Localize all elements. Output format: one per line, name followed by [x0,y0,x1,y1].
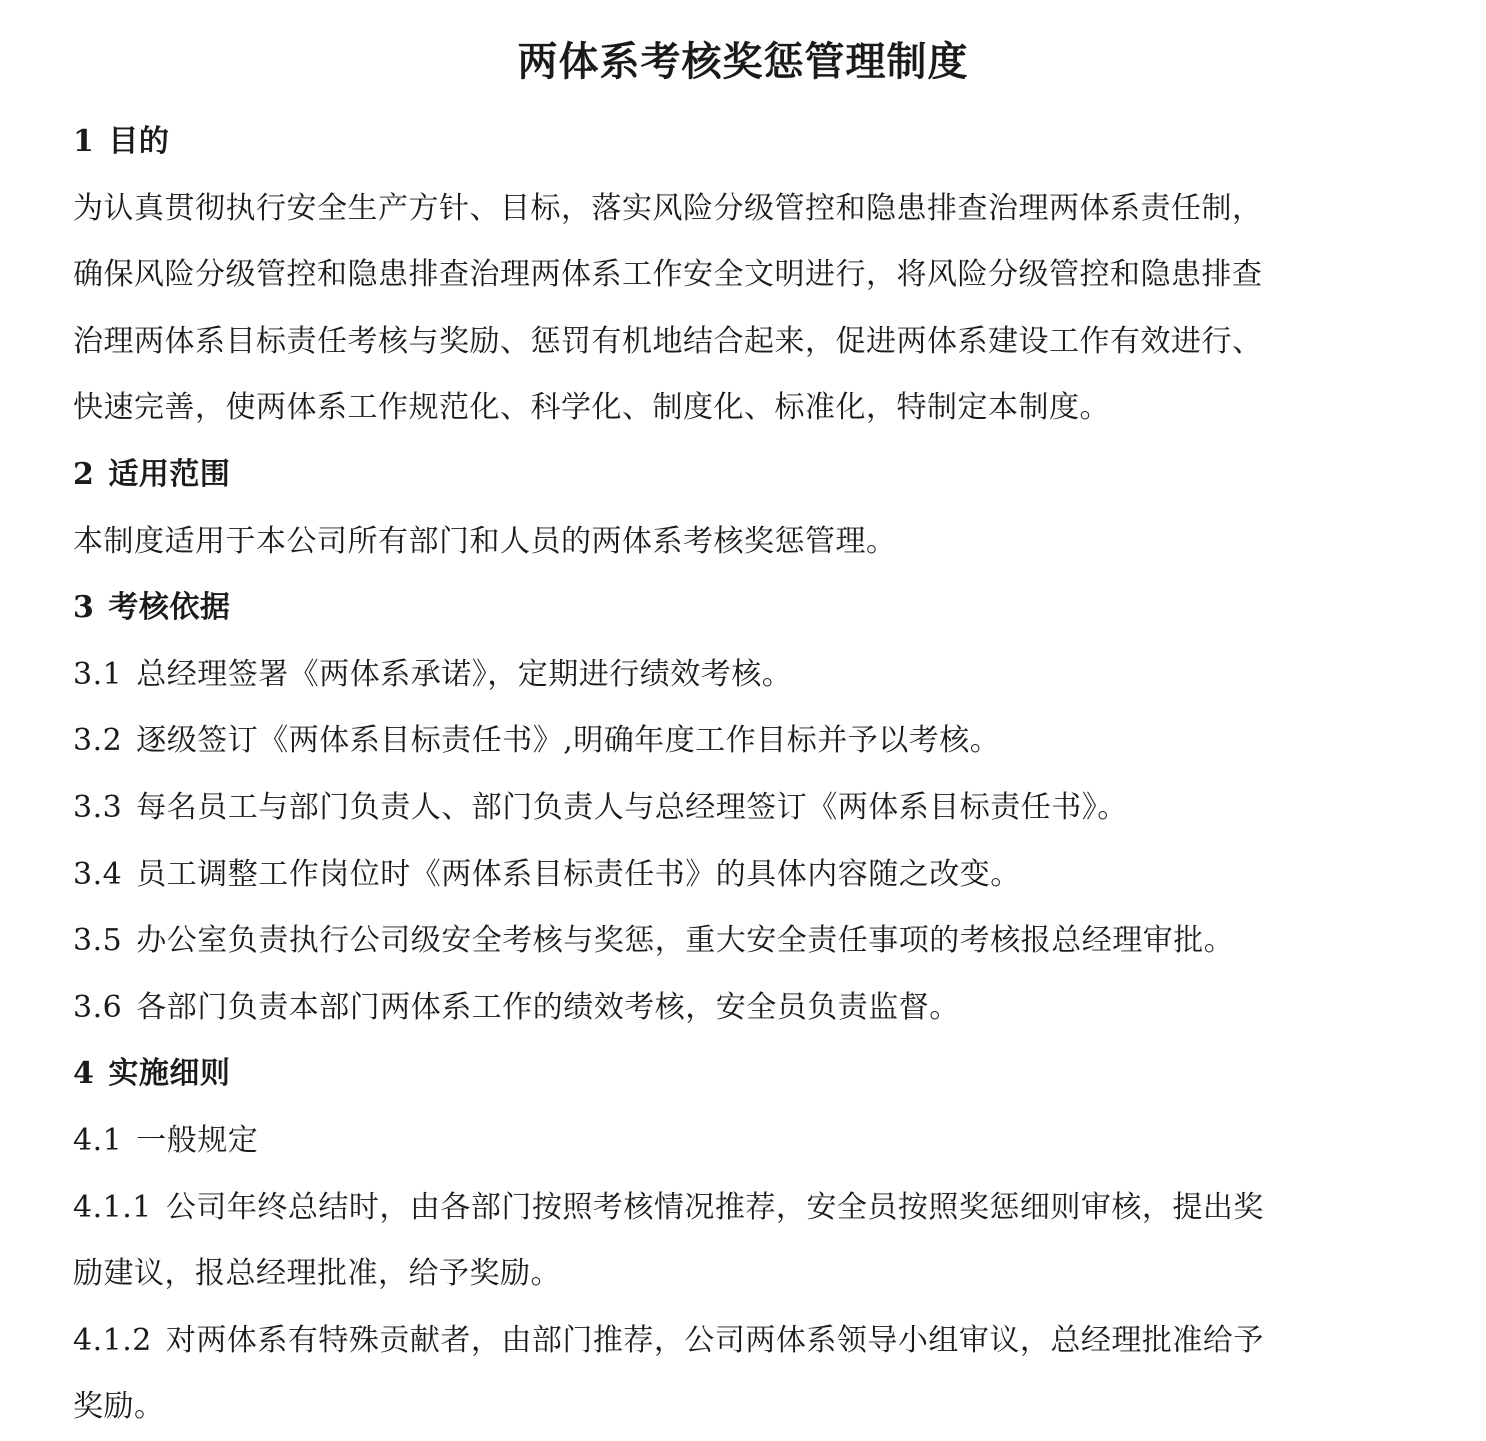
clause-continuation: 奖励。 [73,1389,165,1425]
clause-number: 4.1.2 [73,1322,152,1358]
item-text: 总经理签署《两体系承诺》，定期进行绩效考核。 [136,656,793,692]
item-text: 员工调整工作岗位时《两体系目标责任书》的具体内容随之改变。 [136,856,1021,892]
section-heading-text: 目的 [108,124,170,159]
subsection-text: 一般规定 [136,1122,259,1158]
list-item [73,842,1325,909]
list-item [73,708,1325,775]
item-number: 3.6 [73,989,123,1025]
section-heading-purpose [73,109,1325,176]
item-text: 各部门负责本部门两体系工作的绩效考核，安全员负责监督。 [136,989,960,1025]
list-item [73,642,1325,709]
clause-number: 4.1.1 [73,1189,152,1225]
item-number: 3.4 [73,856,123,892]
item-number: 3.2 [73,723,123,759]
clause-text: 对两体系有特殊贡献者，由部门推荐，公司两体系领导小组审议，总经理批准给予 [165,1322,1264,1358]
item-number: 3.1 [73,656,123,692]
list-item [73,908,1325,975]
section-heading-implementation [73,1041,1325,1108]
clause-line [73,1175,1325,1242]
paragraph-line: 快速完善，使两体系工作规范化、科学化、制度化、标准化，特制定本制度。 [73,390,1110,426]
paragraph-line: 本制度适用于本公司所有部门和人员的两体系考核奖惩管理。 [73,523,897,559]
paragraph-line: 为认真贯彻执行安全生产方针、目标，落实风险分级管控和隐患排查治理两体系责任制， [73,190,1263,226]
item-number: 3.3 [73,789,123,825]
section-heading-text: 实施细则 [108,1056,231,1092]
subsection-number: 4.1 [73,1122,123,1158]
item-number: 3.5 [73,923,123,959]
item-text: 每名员工与部门负责人、部门负责人与总经理签订《两体系目标责任书》。 [136,789,1128,825]
section-heading-basis [73,575,1325,642]
clause-continuation: 励建议，报总经理批准，给予奖励。 [73,1256,561,1292]
section-number: 1 [73,124,95,159]
section-heading-scope [73,442,1325,509]
item-text: 办公室负责执行公司级安全考核与奖惩，重大安全责任事项的考核报总经理审批。 [136,923,1235,959]
clause-line [73,1308,1325,1375]
section-number: 3 [73,590,95,626]
paragraph-line: 确保风险分级管控和隐患排查治理两体系工作安全文明进行，将风险分级管控和隐患排查 [73,257,1263,293]
paragraph-line: 治理两体系目标责任考核与奖励、惩罚有机地结合起来，促进两体系建设工作有效进行、 [73,323,1263,359]
section-heading-text: 适用范围 [108,456,231,492]
section-number: 4 [73,1056,95,1092]
section-number: 2 [73,456,95,492]
item-text: 逐级签订《两体系目标责任书》,明确年度工作目标并予以考核。 [136,723,1001,759]
list-item [73,975,1325,1042]
subsection-heading [73,1108,1325,1175]
document-body [73,109,1325,1441]
clause-text: 公司年终总结时，由各部门按照考核情况推荐，安全员按照奖惩细则审核，提出奖 [165,1189,1264,1225]
document-title: 两体系考核奖惩管理制度 [517,38,969,85]
list-item [73,775,1325,842]
section-heading-text: 考核依据 [108,590,231,626]
